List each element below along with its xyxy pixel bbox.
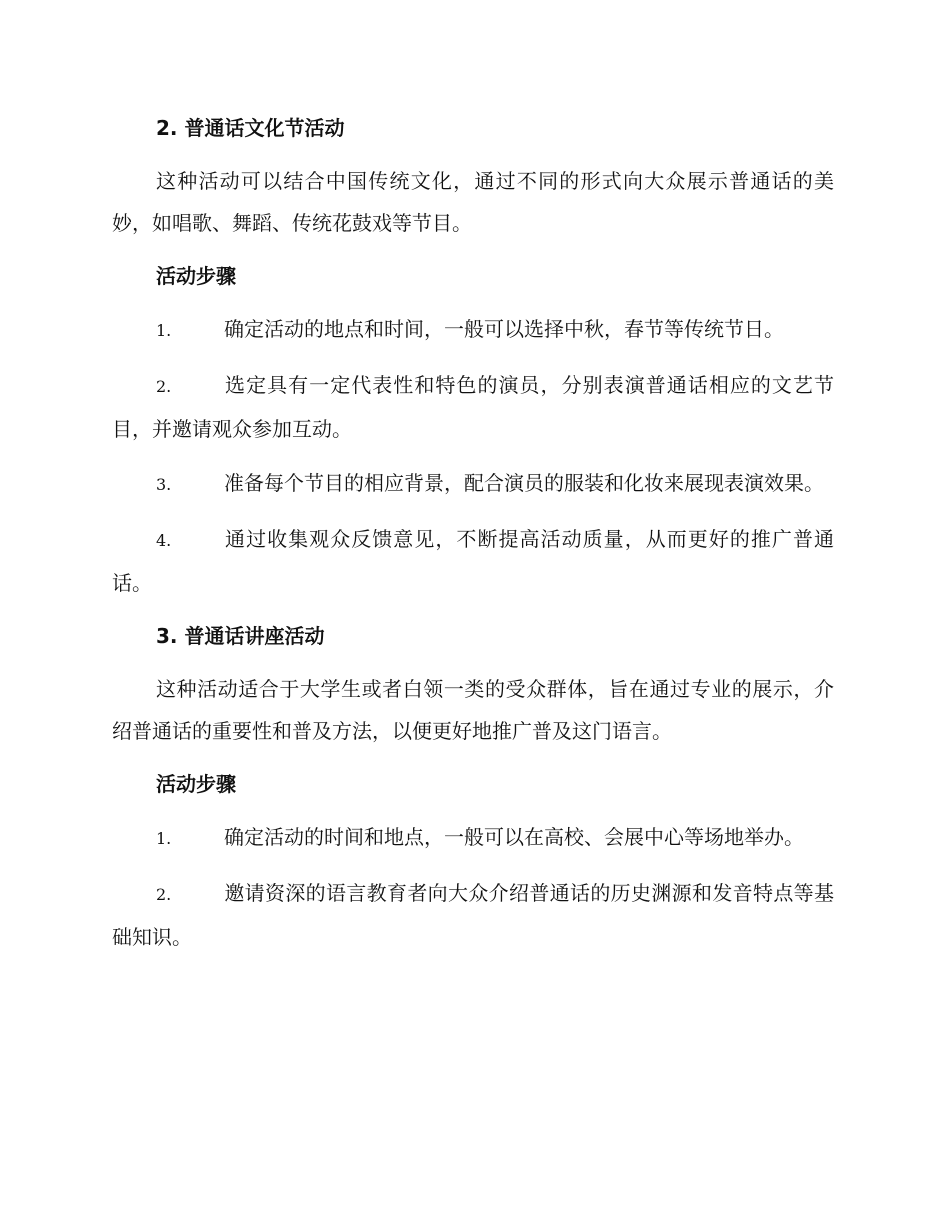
step-item	[112, 308, 834, 352]
step-text: 通过收集观众反馈意见，不断提高活动质量，从而更好的推广普通话。	[112, 527, 834, 595]
step-item	[112, 462, 834, 506]
step-text: 邀请资深的语言教育者向大众介绍普通话的历史渊源和发音特点等基础知识。	[112, 881, 834, 949]
step-number: 2.	[156, 885, 172, 904]
section-intro-culture-festival: 这种活动可以结合中国传统文化，通过不同的形式向大众展示普通话的美妙，如唱歌、舞蹈、传统花鼓戏等节目。	[112, 169, 834, 235]
step-number: 3.	[156, 475, 172, 494]
document-content	[112, 108, 834, 970]
step-text: 确定活动的地点和时间，一般可以选择中秋，春节等传统节日。	[224, 317, 784, 341]
step-number: 2.	[156, 377, 172, 396]
step-number: 1.	[156, 829, 172, 848]
section-heading-culture-festival: 2. 普通话文化节活动	[156, 116, 345, 140]
step-item	[112, 816, 834, 860]
step-item	[112, 364, 834, 450]
section-heading-lecture: 3. 普通话讲座活动	[156, 624, 325, 648]
step-number: 4.	[156, 531, 172, 550]
step-text: 确定活动的时间和地点，一般可以在高校、会展中心等场地举办。	[224, 825, 804, 849]
step-text: 准备每个节目的相应背景，配合演员的服装和化妆来展现表演效果。	[224, 471, 824, 495]
step-number: 1.	[156, 321, 172, 340]
step-text: 选定具有一定代表性和特色的演员，分别表演普通话相应的文艺节目，并邀请观众参加互动。	[112, 373, 834, 441]
steps-heading: 活动步骤	[156, 772, 236, 796]
step-item	[112, 518, 834, 604]
steps-heading: 活动步骤	[156, 264, 236, 288]
section-intro-lecture: 这种活动适合于大学生或者白领一类的受众群体，旨在通过专业的展示，介绍普通话的重要性和普及方法，以便更好地推广普及这门语言。	[112, 677, 834, 743]
step-item	[112, 872, 834, 958]
